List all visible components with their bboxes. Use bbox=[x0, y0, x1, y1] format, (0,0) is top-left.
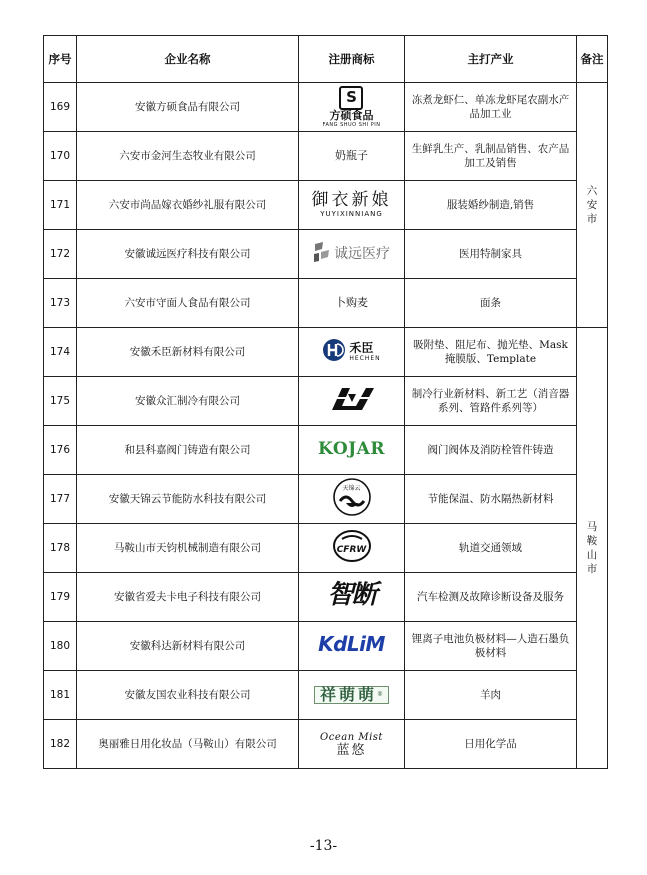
trademark-logo bbox=[314, 686, 389, 704]
industry: 日用化学品 bbox=[405, 720, 577, 769]
table-row bbox=[44, 181, 608, 230]
company-name: 六安市尚品嫁衣婚纱礼服有限公司 bbox=[77, 181, 299, 230]
industry: 羊肉 bbox=[405, 671, 577, 720]
table-row bbox=[44, 426, 608, 475]
trademark-cell bbox=[299, 181, 405, 230]
chengyuan-emblem-icon bbox=[313, 241, 331, 267]
industry: 面条 bbox=[405, 279, 577, 328]
company-name: 安徽方硕食品有限公司 bbox=[77, 83, 299, 132]
header-trademark: 注册商标 bbox=[299, 36, 405, 83]
header-note: 备注 bbox=[577, 36, 608, 83]
trademark-cell bbox=[299, 230, 405, 279]
trademark-cell bbox=[299, 279, 405, 328]
company-name: 安徽友国农业科技有限公司 bbox=[77, 671, 299, 720]
header-index: 序号 bbox=[44, 36, 77, 83]
row-index: 169 bbox=[44, 83, 77, 132]
company-name: 六安市守面人食品有限公司 bbox=[77, 279, 299, 328]
trademark-cell bbox=[299, 622, 405, 671]
trademark-cell bbox=[299, 83, 405, 132]
logo-name: KOJAR bbox=[318, 439, 385, 459]
company-name: 奥丽雅日用化妆品（马鞍山）有限公司 bbox=[77, 720, 299, 769]
trademark-logo bbox=[312, 191, 392, 219]
trademark-cell bbox=[299, 475, 405, 524]
row-index: 182 bbox=[44, 720, 77, 769]
company-name: 六安市金河生态牧业有限公司 bbox=[77, 132, 299, 181]
logo-english: Ocean Mist bbox=[320, 732, 383, 743]
row-index: 180 bbox=[44, 622, 77, 671]
registered-mark: ® bbox=[377, 691, 383, 698]
table-row bbox=[44, 230, 608, 279]
logo-name: KdLiM bbox=[318, 632, 385, 656]
hechen-emblem-icon bbox=[322, 338, 346, 366]
table-row bbox=[44, 475, 608, 524]
logo-pinyin: FANG SHUO SHI PIN bbox=[322, 122, 381, 128]
trademark-cell bbox=[299, 524, 405, 573]
trademark-logo bbox=[313, 241, 390, 267]
logo-name: 御衣新娘 bbox=[311, 190, 392, 210]
row-index: 174 bbox=[44, 328, 77, 377]
table-row bbox=[44, 524, 608, 573]
company-name: 马鞍山市天钧机械制造有限公司 bbox=[77, 524, 299, 573]
company-name: 安徽科达新材料有限公司 bbox=[77, 622, 299, 671]
logo-name: 天锦云 bbox=[342, 485, 361, 492]
company-name: 安徽省爱夫卡电子科技有限公司 bbox=[77, 573, 299, 622]
logo-english: HECHEN bbox=[349, 355, 381, 362]
trademark-logo bbox=[327, 579, 376, 610]
industry: 节能保温、防水隔热新材料 bbox=[405, 475, 577, 524]
trademark-cell bbox=[299, 573, 405, 622]
region-char: 安 bbox=[586, 199, 598, 211]
region-char: 市 bbox=[586, 213, 598, 225]
region-char: 鞍 bbox=[586, 535, 598, 547]
row-index: 175 bbox=[44, 377, 77, 426]
region-char: 马 bbox=[586, 521, 598, 533]
industry: 生鲜乳生产、乳制品销售、农产品加工及销售 bbox=[405, 132, 577, 181]
table-row bbox=[44, 671, 608, 720]
row-index: 173 bbox=[44, 279, 77, 328]
trademark-cell bbox=[299, 132, 405, 181]
table-row bbox=[44, 622, 608, 671]
industry: 冻煮龙虾仁、单冻龙虾尾农副水产品加工业 bbox=[405, 83, 577, 132]
trademark-logo bbox=[332, 477, 372, 521]
industry: 医用特制家具 bbox=[405, 230, 577, 279]
company-name: 安徽诚远医疗科技有限公司 bbox=[77, 230, 299, 279]
logo-name: 蓝悠 bbox=[336, 743, 367, 758]
row-index: 170 bbox=[44, 132, 77, 181]
trademark-logo bbox=[318, 439, 385, 459]
trademark-logo bbox=[322, 338, 380, 366]
header-row bbox=[44, 36, 608, 83]
trademark-cell bbox=[299, 377, 405, 426]
trademark-logo bbox=[318, 632, 385, 656]
logo-name: 诚远医疗 bbox=[334, 246, 390, 262]
industry: 制冷行业新材料、新工艺（消音器系列、管路件系列等） bbox=[405, 377, 577, 426]
table-row bbox=[44, 377, 608, 426]
trademark-logo bbox=[320, 732, 383, 758]
row-index: 179 bbox=[44, 573, 77, 622]
trademark-cell bbox=[299, 328, 405, 377]
row-index: 181 bbox=[44, 671, 77, 720]
trademark-cell bbox=[299, 671, 405, 720]
industry: 汽车检测及故障诊断设备及服务 bbox=[405, 573, 577, 622]
page-number: -13- bbox=[309, 838, 338, 854]
row-index: 177 bbox=[44, 475, 77, 524]
trademark-logo bbox=[323, 86, 381, 128]
logo-name: 禾臣 bbox=[349, 341, 374, 355]
region-note bbox=[577, 83, 608, 328]
industry: 阀门阀体及消防栓管件铸造 bbox=[405, 426, 577, 475]
logo-name: 智断 bbox=[327, 579, 376, 610]
table-row bbox=[44, 573, 608, 622]
zhonghui-emblem-icon bbox=[326, 384, 378, 418]
company-name: 安徽天锦云节能防水科技有限公司 bbox=[77, 475, 299, 524]
logo-mark: S bbox=[339, 86, 363, 110]
company-name: 安徽禾臣新材料有限公司 bbox=[77, 328, 299, 377]
header-industry: 主打产业 bbox=[405, 36, 577, 83]
table-row bbox=[44, 279, 608, 328]
table-row bbox=[44, 328, 608, 377]
region-char: 六 bbox=[586, 185, 598, 197]
table-row bbox=[44, 83, 608, 132]
industry: 服装婚纱制造,销售 bbox=[405, 181, 577, 230]
row-index: 171 bbox=[44, 181, 77, 230]
logo-name: 方硕食品 bbox=[329, 109, 374, 122]
region-char: 山 bbox=[586, 549, 598, 561]
tianjinyun-emblem-icon bbox=[332, 477, 372, 521]
trademark-cell bbox=[299, 720, 405, 769]
logo-name: 祥萌萌 bbox=[319, 685, 377, 704]
industry: 轨道交通领域 bbox=[405, 524, 577, 573]
trademark-text: 奶瓶子 bbox=[335, 149, 368, 162]
row-index: 178 bbox=[44, 524, 77, 573]
row-index: 172 bbox=[44, 230, 77, 279]
trademark-logo bbox=[326, 384, 378, 418]
trademark-text: 卜购麦 bbox=[335, 296, 368, 309]
logo-name: CFRW bbox=[336, 545, 367, 555]
region-char: 市 bbox=[586, 563, 598, 575]
row-index: 176 bbox=[44, 426, 77, 475]
table-row bbox=[44, 720, 608, 769]
region-note bbox=[577, 328, 608, 769]
trademark-cell bbox=[299, 426, 405, 475]
industry: 吸附垫、阻尼布、抛光垫、Mask掩膜版、Template bbox=[405, 328, 577, 377]
trademark-logo bbox=[332, 529, 372, 563]
enterprise-table bbox=[43, 35, 608, 769]
company-name: 安徽众汇制冷有限公司 bbox=[77, 377, 299, 426]
industry: 锂离子电池负极材料—人造石墨负极材料 bbox=[405, 622, 577, 671]
table-row bbox=[44, 132, 608, 181]
logo-pinyin: YUYIXINNIANG bbox=[320, 210, 383, 218]
company-name: 和县科嘉阀门铸造有限公司 bbox=[77, 426, 299, 475]
logo-text-group bbox=[349, 342, 380, 362]
header-company: 企业名称 bbox=[77, 36, 299, 83]
